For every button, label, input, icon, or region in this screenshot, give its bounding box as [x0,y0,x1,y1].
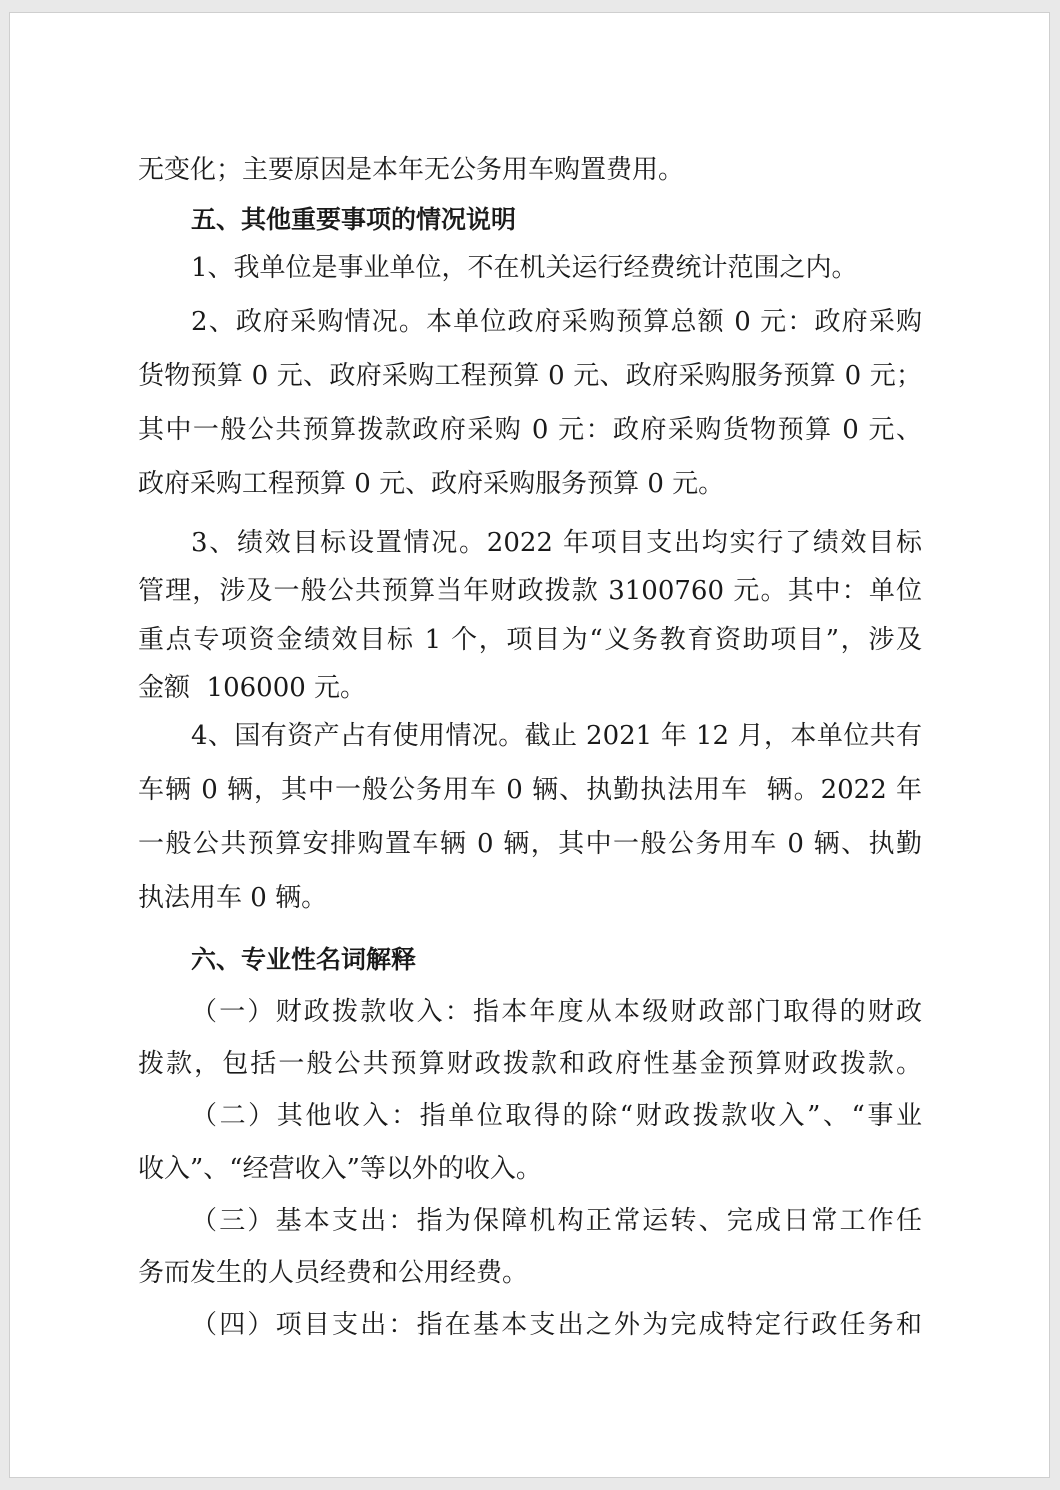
paragraph-line: （四）项目支出：指在基本支出之外为完成特定行政任务和 [191,1310,922,1340]
paragraph-line: 车辆 0 辆，其中一般公务用车 0 辆、执勤执法用车 辆。2022 年 [138,775,922,805]
section-heading-6: 六、专业性名词解释 [191,945,417,974]
paragraph-line: 4、国有资产占有使用情况。截止 2021 年 12 月，本单位共有 [191,721,922,751]
paragraph-line: 收入”、“经营收入”等以外的收入。 [138,1154,542,1184]
paragraph-line: 1、我单位是事业单位，不在机关运行经费统计范围之内。 [191,253,858,283]
paragraph-line: 务而发生的人员经费和公用经费。 [138,1258,529,1288]
paragraph-line: （一）财政拨款收入：指本年度从本级财政部门取得的财政 [191,997,922,1027]
paragraph-line: 政府采购工程预算 0 元、政府采购服务预算 0 元。 [138,469,725,499]
paragraph-line: （三）基本支出：指为保障机构正常运转、完成日常工作任 [191,1206,922,1236]
paragraph-line: 拨款，包括一般公共预算财政拨款和政府性基金预算财政拨款。 [138,1049,922,1079]
paragraph-line: 执法用车 0 辆。 [138,883,328,913]
paragraph-line: 金额 106000 元。 [138,673,367,703]
section-heading-5: 五、其他重要事项的情况说明 [191,205,517,234]
paragraph-line: 重点专项资金绩效目标 1 个，项目为“义务教育资助项目”，涉及 [138,625,922,655]
paragraph-line: 管理，涉及一般公共预算当年财政拨款 3100760 元。其中：单位 [138,576,922,606]
paragraph-line: 2、政府采购情况。本单位政府采购预算总额 0 元：政府采购 [191,307,922,337]
paragraph-line: 无变化；主要原因是本年无公务用车购置费用。 [138,155,685,185]
paragraph-line: 一般公共预算安排购置车辆 0 辆，其中一般公务用车 0 辆、执勤 [138,829,922,859]
paragraph-line: 货物预算 0 元、政府采购工程预算 0 元、政府采购服务预算 0 元； [138,361,922,391]
paragraph-line: （二）其他收入：指单位取得的除“财政拨款收入”、“事业 [191,1101,922,1131]
paragraph-line: 3、绩效目标设置情况。2022 年项目支出均实行了绩效目标 [191,528,922,558]
paragraph-line: 其中一般公共预算拨款政府采购 0 元：政府采购货物预算 0 元、 [138,415,922,445]
